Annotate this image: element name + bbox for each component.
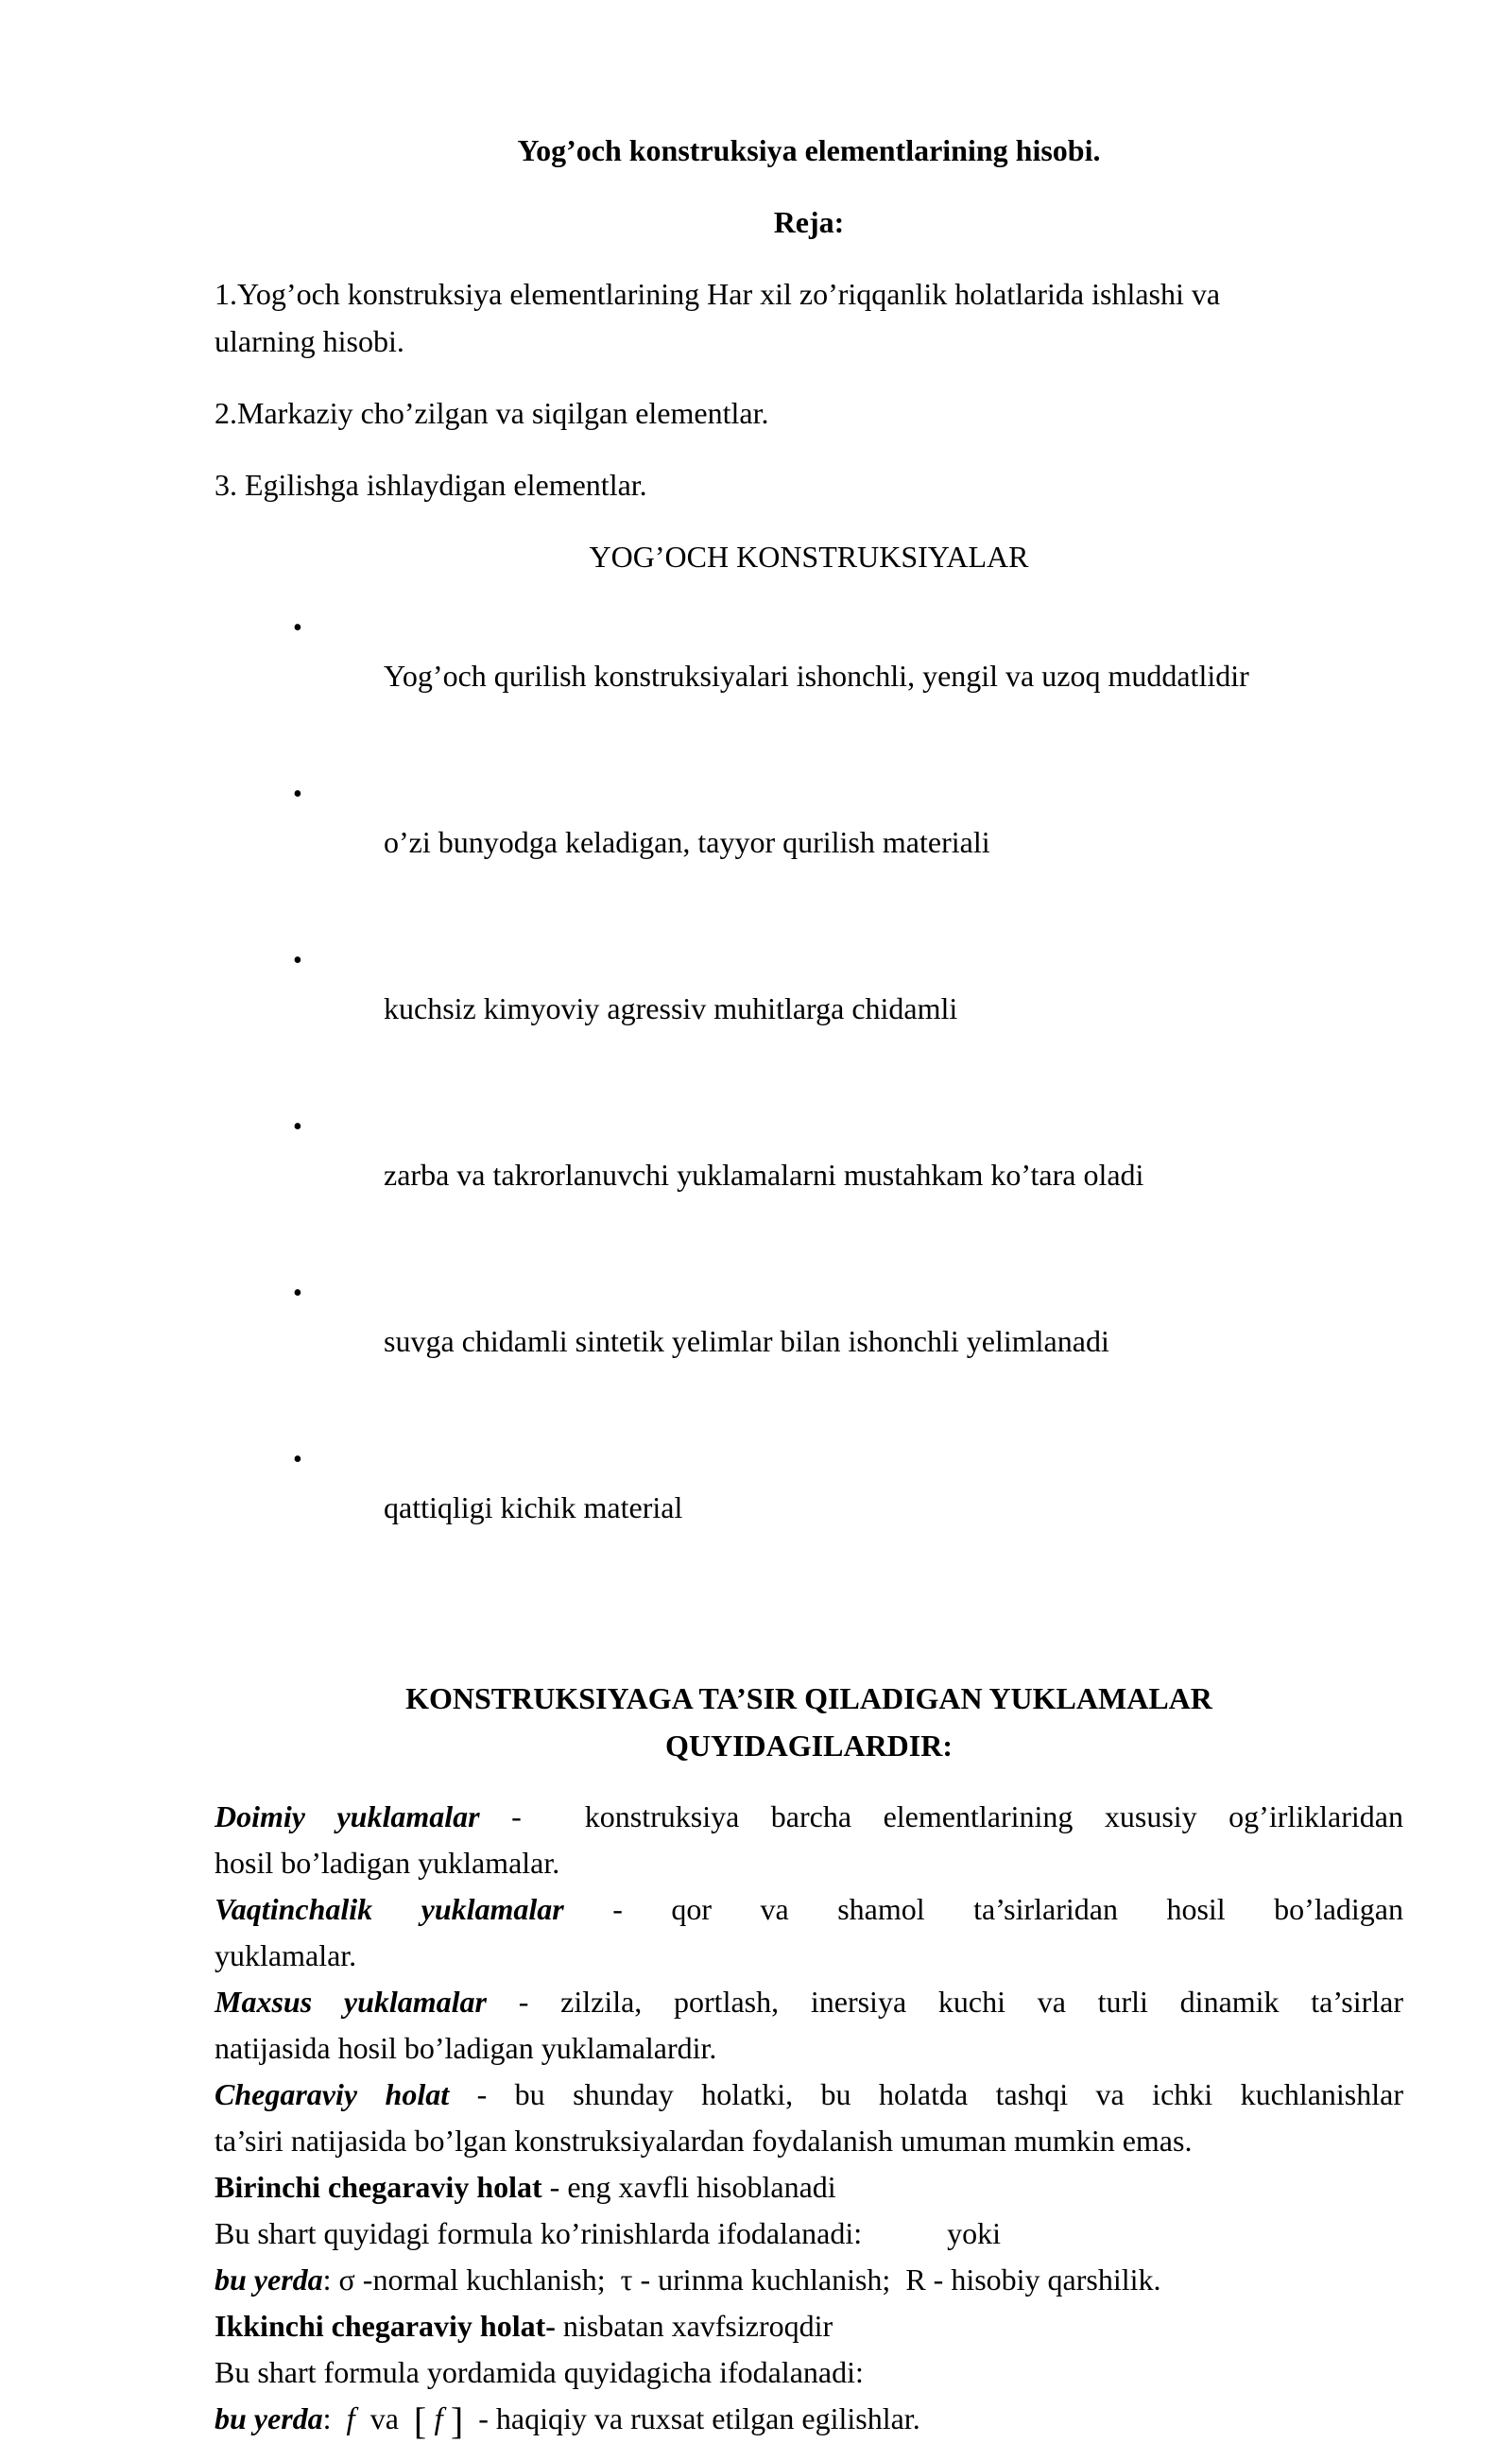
blank-line: [215, 1603, 1403, 1675]
paragraph-text: natijasida hosil bo’ladigan yuklamalardir.: [215, 2031, 717, 2065]
paragraph-text: :: [322, 2401, 347, 2435]
paragraph-line: [215, 2025, 1403, 2072]
paragraph-line: [215, 2211, 1403, 2257]
plan-item-1-line-1: 1.Yog’och konstruksiya elementlarining Har xil zo’riqqanlik holatlarida ishlashi va: [215, 277, 1221, 311]
paragraph-text: - qor va shamol ta’sirlaridan hosil bo’ladigan: [563, 1892, 1404, 1926]
plan-item-1-line-2: ularning hisobi.: [215, 324, 404, 358]
math-f-symbol: f: [426, 2402, 451, 2436]
paragraph-line: [215, 1886, 1403, 1933]
plan-heading: Reja:: [773, 205, 845, 239]
bullet-icon: •: [293, 613, 302, 643]
paragraph-text: nisbatan xavfsizroqdir: [555, 2309, 833, 2343]
paragraph-text: va: [354, 2401, 414, 2435]
list-item: [215, 771, 1403, 913]
list-item-text: o’zi bunyodga keladigan, tayyor qurilish materiali: [384, 825, 990, 859]
paragraph-text: yuklamalar.: [215, 1938, 357, 1972]
list-item-text: Yog’och qurilish konstruksiyalari ishonchli, yengil va uzoq muddatlidir: [384, 659, 1249, 693]
paragraph-lead: bu yerda: [215, 2401, 323, 2435]
paragraph-line: [215, 2257, 1403, 2303]
paragraph-line: [215, 1933, 1403, 1979]
paragraph-lead: Birinchi chegaraviy holat: [215, 2170, 542, 2204]
list-item: [215, 1104, 1403, 1246]
list-item-text: qattiqligi kichik material: [384, 1490, 683, 1524]
paragraph-text: Bu shart quyidagi formula ko’rinishlarda ifodalanadi:: [215, 2216, 863, 2250]
paragraph-line: [215, 2164, 1403, 2211]
paragraph-line: [215, 1840, 1403, 1886]
list-item: [215, 1270, 1403, 1412]
paragraph-text: - konstruksiya barcha elementlarining xususiy og’irliklaridan: [479, 1799, 1404, 1833]
close-bracket: ]: [450, 2400, 464, 2442]
paragraph-line: [215, 2303, 1403, 2349]
plan-item-2: 2.Markaziy cho’zilgan va siqilgan elementlar.: [215, 396, 769, 430]
plan-item-1: [215, 270, 1403, 365]
paragraph-text: - eng xavfli hisoblanadi: [541, 2170, 836, 2204]
open-bracket: [: [413, 2400, 427, 2442]
math-f-symbol: f: [346, 2402, 355, 2436]
list-item: [215, 605, 1403, 747]
section-heading-loads-line-1: KONSTRUKSIYAGA TA’SIR QILADIGAN YUKLAMALAR: [405, 1681, 1212, 1715]
list-item-text: suvga chidamli sintetik yelimlar bilan ishonchli yelimlanadi: [384, 1324, 1109, 1358]
formula-line: [215, 2396, 1403, 2443]
list-item-text: zarba va takrorlanuvchi yuklamalarni mustahkam ko’tara oladi: [384, 1158, 1144, 1192]
paragraph-text: ta’siri natijasida bo’lgan konstruksiyalardan foydalanish umuman mumkin emas.: [215, 2124, 1193, 2158]
bullet-icon: •: [293, 1445, 302, 1474]
paragraph-line: [215, 1794, 1403, 1840]
plan-item-3: 3. Egilishga ishlaydigan elementlar.: [215, 468, 647, 502]
bullet-icon: •: [293, 1279, 302, 1308]
paragraph-tail: yoki: [947, 2216, 1002, 2250]
paragraph-line: [215, 1979, 1403, 2025]
bullet-list: [215, 605, 1403, 1578]
paragraph-text: : σ -normal kuchlanish; τ - urinma kuchlanish; R - hisobiy qarshilik.: [322, 2262, 1161, 2297]
paragraph-line: [215, 2349, 1403, 2396]
paragraph-lead: Doimiy yuklamalar: [215, 1799, 480, 1833]
paragraph-lead: Chegaraviy holat: [215, 2077, 450, 2111]
paragraph-text: hosil bo’ladigan yuklamalar.: [215, 1846, 560, 1880]
bullet-icon: •: [293, 1112, 302, 1142]
section-heading-wood: YOG’OCH KONSTRUKSIYALAR: [589, 540, 1029, 574]
bullet-icon: •: [293, 946, 302, 975]
paragraph-text: - haqiqiy va ruxsat etilgan egilishlar.: [463, 2401, 920, 2435]
paragraph-text: - zilzila, portlash, inersiya kuchi va turli dinamik ta’sirlar: [487, 1985, 1404, 2019]
paragraph-lead: bu yerda: [215, 2262, 323, 2297]
paragraph-lead: Vaqtinchalik yuklamalar: [215, 1892, 564, 1926]
loads-paragraphs: [215, 1794, 1403, 2443]
paragraph-line: [215, 2118, 1403, 2164]
paragraph-text: - bu shunday holatki, bu holatda tashqi va ichki kuchlanishlar: [449, 2077, 1404, 2111]
page-title: Yog’och konstruksiya elementlarining hisobi.: [517, 133, 1101, 167]
paragraph-lead: Ikkinchi chegaraviy holat-: [215, 2309, 556, 2343]
section-heading-loads-line-2: QUYIDAGILARDIR:: [664, 1729, 953, 1763]
paragraph-text: Bu shart formula yordamida quyidagicha ifodalanadi:: [215, 2355, 864, 2389]
list-item-text: kuchsiz kimyoviy agressiv muhitlarga chidamli: [384, 991, 958, 1025]
bullet-icon: •: [293, 780, 302, 809]
paragraph-line: [215, 2072, 1403, 2118]
list-item: [215, 1437, 1403, 1578]
paragraph-lead: Maxsus yuklamalar: [215, 1985, 488, 2019]
list-item: [215, 938, 1403, 1079]
